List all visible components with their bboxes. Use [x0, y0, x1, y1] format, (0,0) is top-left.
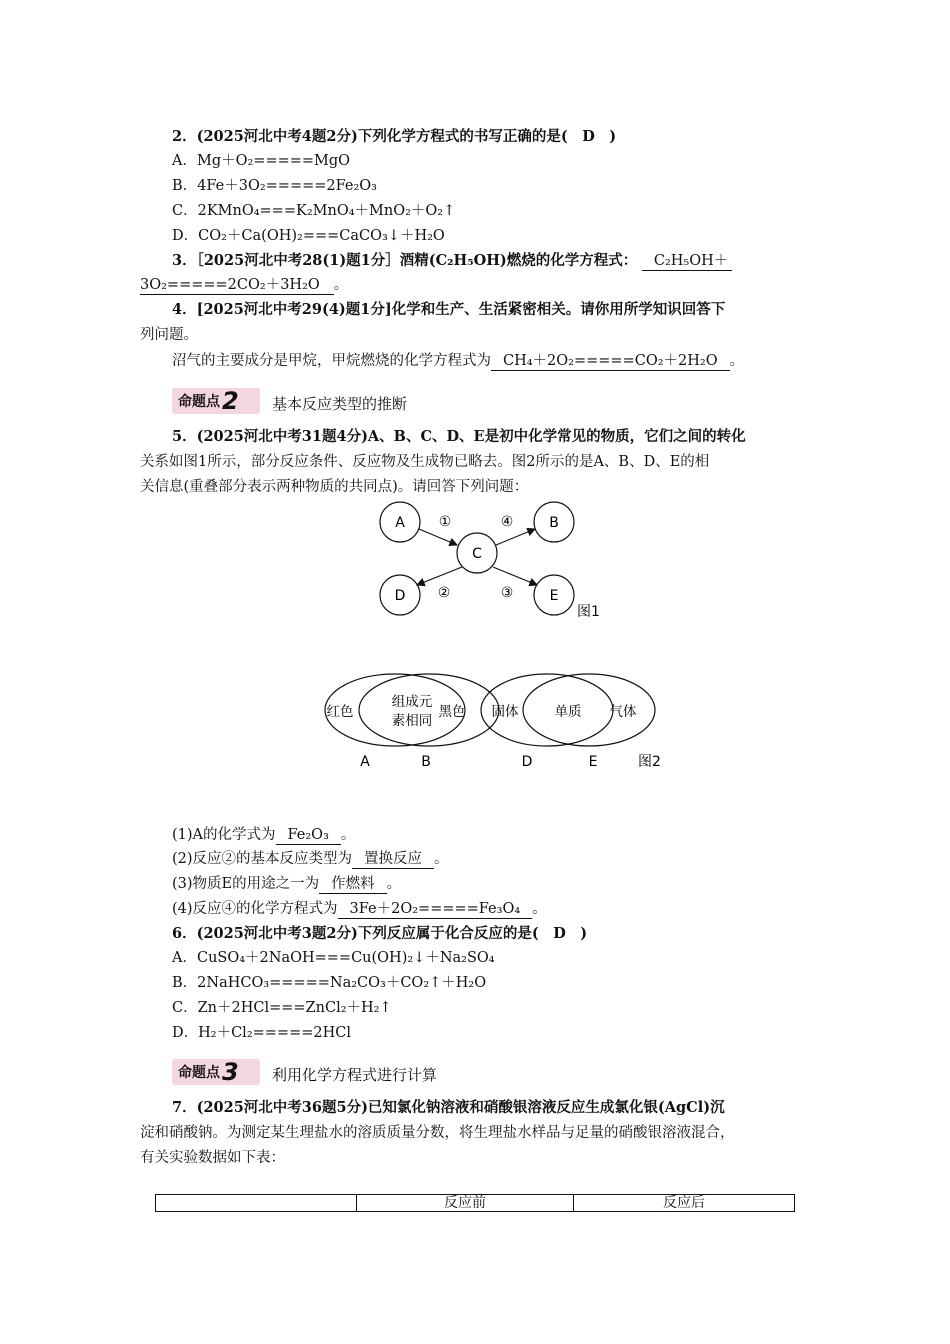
- q5-sub-4-end: 。: [532, 901, 547, 917]
- q4-line2: 列问题。: [140, 327, 198, 343]
- q3-line1: [172, 251, 732, 271]
- q4-line1: 4．[2025河北中考29(4)题1分]化学和生产、生活紧密相关。请你用所学知识回答下: [172, 301, 726, 318]
- venn-a-only: 红色: [326, 704, 354, 720]
- q5-sub-2-end: 。: [434, 851, 449, 867]
- q4-answer: CH₄＋2O₂=====CO₂＋2H₂O: [491, 353, 730, 371]
- venn-letter-a: A: [360, 754, 370, 770]
- table-header-blank: [156, 1195, 357, 1212]
- q5-sub-1-stem: (1)A的化学式为: [172, 827, 276, 843]
- venn-b-only: 黑色: [438, 704, 466, 720]
- q5-line2: 关系如图1所示，部分反应条件、反应物及生成物已略去。图2所示的是A、B、D、E的相: [140, 454, 710, 470]
- q4-line3: [172, 351, 744, 371]
- q3-answer-part2: 3O₂=====2CO₂＋3H₂O: [140, 277, 334, 295]
- q6-stem: 6．(2025河北中考3题2分)下列反应属于化合反应的是( D ): [172, 925, 588, 942]
- section-tag-text: 命题点: [178, 394, 220, 410]
- q2-option-b: B．4Fe＋3O₂=====2Fe₂O₃: [172, 178, 377, 194]
- q5-sub-3-stem: (3)物质E的用途之一为: [172, 876, 320, 892]
- arrow-label-1: ①: [438, 514, 452, 530]
- q5-line1: 5．(2025河北中考31题4分)A、B、C、D、E是初中化学常见的物质，它们之间的转化: [172, 428, 746, 445]
- q6-option-a: A．CuSO₄＋2NaOH===Cu(OH)₂↓＋Na₂SO₄: [172, 950, 495, 966]
- section-tag-number: 2: [222, 387, 239, 415]
- venn-ab-line1: 组成元: [391, 694, 433, 710]
- venn-ab-line2: 素相同: [391, 713, 433, 729]
- venn-b-ellipse: [359, 674, 499, 746]
- section-tag-number: 3: [222, 1058, 239, 1086]
- q7-line1: 7．(2025河北中考36题5分)已知氯化钠溶液和硝酸银溶液反应生成氯化银(AgCl)沉: [172, 1099, 725, 1116]
- q5-sub-1: [172, 825, 355, 845]
- q7-line3: 有关实验数据如下表：: [140, 1150, 285, 1166]
- figure-1-caption: 图1: [577, 604, 600, 620]
- node-c-label: C: [472, 546, 482, 562]
- q6-option-d: D．H₂＋Cl₂=====2HCl: [172, 1025, 351, 1041]
- q5-sub-2: [172, 849, 449, 869]
- q6-option-b: B．2NaHCO₃=====Na₂CO₃＋CO₂↑＋H₂O: [172, 975, 487, 991]
- node-e-label: E: [549, 588, 559, 604]
- section-title-2: 基本反应类型的推断: [272, 395, 408, 413]
- section-title-3: 利用化学方程式进行计算: [272, 1066, 438, 1084]
- q5-sub-2-stem: (2)反应②的基本反应类型为: [172, 851, 353, 867]
- q3-stem: 3．［2025河北中考28(1)题1分］酒精(C₂H₅OH)燃烧的化学方程式：: [172, 252, 638, 269]
- section-tag-2: [172, 388, 260, 414]
- q3-end: 。: [333, 277, 349, 293]
- arrow-label-4: ④: [500, 514, 514, 530]
- arrow-label-3: ③: [500, 585, 514, 601]
- venn-d-only: 固体: [491, 704, 519, 720]
- venn-e-only: 气体: [609, 704, 637, 720]
- node-a-label: A: [395, 515, 405, 531]
- arrow-label-2: ②: [437, 585, 451, 601]
- q2-option-d: D．CO₂＋Ca(OH)₂===CaCO₃↓＋H₂O: [172, 228, 445, 244]
- q5-sub-1-end: 。: [340, 827, 356, 843]
- arrow-c-to-e: [493, 567, 537, 585]
- q5-sub-4: [172, 899, 547, 919]
- arrow-a-to-c: [419, 529, 457, 545]
- q7-data-table: [155, 1194, 795, 1212]
- figure-2-caption: 图2: [638, 754, 661, 770]
- q5-sub-2-answer: 置换反应: [352, 851, 434, 869]
- q5-sub-4-answer: 3Fe＋2O₂=====Fe₃O₄: [338, 901, 533, 919]
- q5-sub-3-end: 。: [386, 876, 402, 892]
- table-header-after: 反应后: [574, 1195, 795, 1212]
- section-tag-text: 命题点: [178, 1065, 220, 1081]
- q2-option-c: C．2KMnO₄===K₂MnO₄＋MnO₂＋O₂↑: [172, 203, 456, 219]
- venn-de-common: 单质: [554, 704, 582, 720]
- figure-2-venn: [315, 672, 705, 772]
- figure-1-diagram: [370, 500, 620, 630]
- q3-line2: [140, 275, 348, 295]
- q5-sub-4-stem: (4)反应④的化学方程式为: [172, 901, 338, 917]
- q5-sub-3: [172, 874, 401, 894]
- q4-stem: 沼气的主要成分是甲烷，甲烷燃烧的化学方程式为: [172, 353, 491, 369]
- q3-answer-part1: C₂H₅OH＋: [642, 253, 732, 271]
- q2-option-a: A．Mg＋O₂=====MgO: [172, 153, 351, 169]
- table-header-before: 反应前: [357, 1195, 574, 1212]
- q5-line3: 关信息(重叠部分表示两种物质的共同点)。请回答下列问题：: [140, 479, 529, 495]
- q7-line2: 淀和硝酸钠。为测定某生理盐水的溶质质量分数，将生理盐水样品与足量的硝酸银溶液混合，: [140, 1125, 735, 1141]
- q5-sub-3-answer: 作燃料: [319, 876, 387, 894]
- table-row: [156, 1195, 795, 1212]
- section-tag-3: [172, 1059, 260, 1085]
- node-d-label: D: [394, 588, 406, 604]
- venn-letter-b: B: [421, 754, 431, 770]
- q6-option-c: C．Zn＋2HCl===ZnCl₂＋H₂↑: [172, 1000, 392, 1016]
- q5-sub-1-answer: Fe₂O₃: [276, 827, 341, 845]
- arrow-c-to-b: [496, 529, 535, 545]
- q4-end: 。: [729, 353, 745, 369]
- node-b-label: B: [549, 515, 559, 531]
- q2-stem: 2．(2025河北中考4题2分)下列化学方程式的书写正确的是( D ): [172, 128, 617, 145]
- venn-letter-e: E: [588, 754, 598, 770]
- venn-letter-d: D: [521, 754, 533, 770]
- arrow-c-to-d: [417, 567, 462, 585]
